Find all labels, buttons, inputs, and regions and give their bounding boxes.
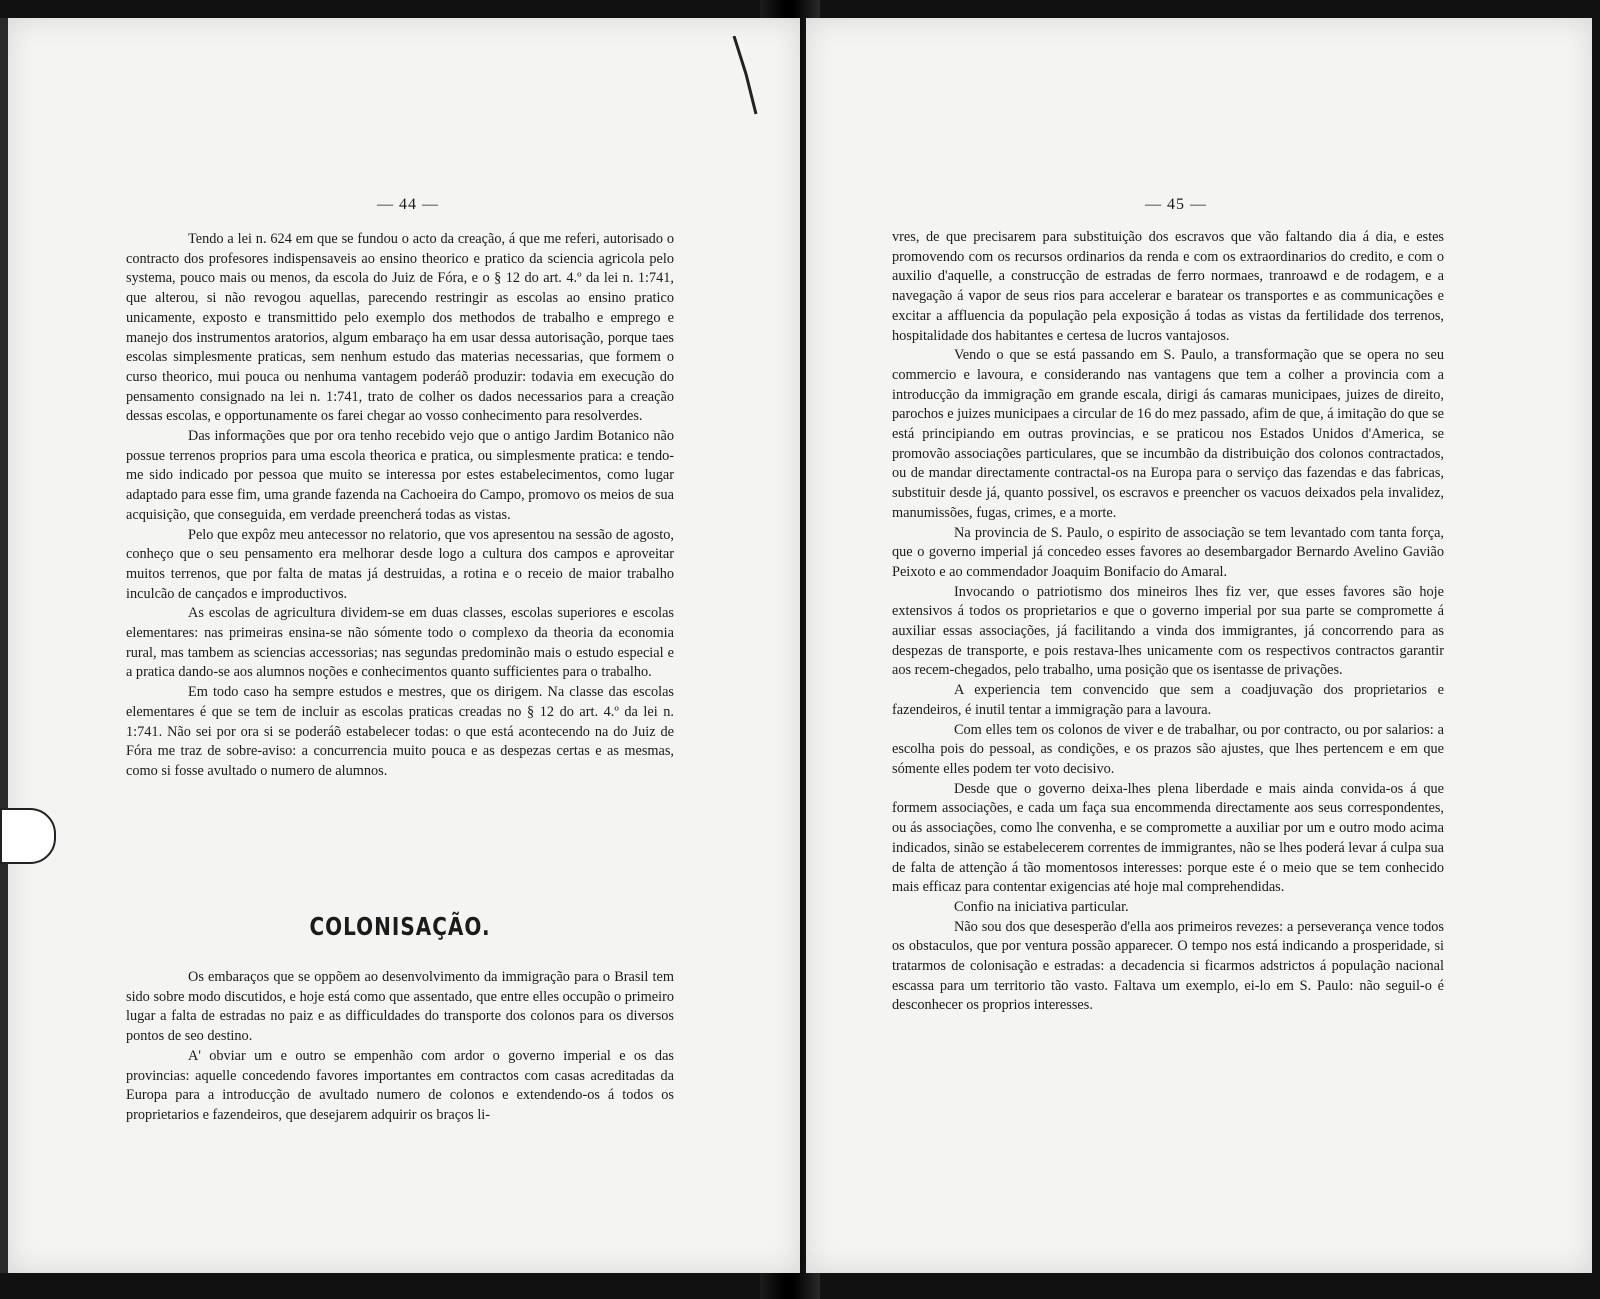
paragraph: Não sou dos que desesperão d'ella aos primeiros revezes: a perseverança vence todos os obstaculos, que por ventura possão apparecer. O tempo nos está indicando a prosperidade, si tratarmos de colonisação e estradas: a decadencia si ficarmos adstrictos á população nacional escassa para um territorio tão vasto. Faltava um exemplo, ei-lo em S. Paulo: não seguil-o é desconhecer os proprios interesses. bbox=[892, 918, 1444, 1014]
right-text bbox=[892, 228, 1444, 1016]
right-page bbox=[806, 18, 1592, 1273]
paragraph: A experiencia tem convencido que sem a coadjuvação dos proprietarios e fazendeiros, é inutil tentar a immigração para a lavoura. bbox=[892, 682, 1444, 718]
paragraph: Pelo que expôz meu antecessor no relatorio, que vos apresentou na sessão de agosto, conheço que o seu pensamento era melhorar desde logo a cultura dos campos e aproveitar muitos terrenos, que por falta de matas já destruidas, a rotina e o receio de maior trabalho inculcão de cançados e improductivos. bbox=[126, 526, 674, 602]
page-tear bbox=[728, 36, 768, 116]
paragraph: As escolas de agricultura dividem-se em duas classes, escolas superiores e escolas elementares: nas primeiras ensina-se não sómente todo o complexo da theoria da economia rural, mas tambem as sciencias accessorias; nas segundas predominão mais o estudo especial e a pratica dando-se aos alumnos noções e conhecimentos quanto sufficientes para o trabalho. bbox=[126, 605, 674, 681]
paper-tab bbox=[0, 808, 56, 864]
page-number-45: — 45 — bbox=[1145, 196, 1207, 213]
left-text-top bbox=[126, 230, 674, 782]
paragraph: Tendo a lei n. 624 em que se fundou o acto da creação, á que me referi, autorisado o contracto dos profesores indispensaveis ao ensino theorico e pratico da sciencia agricola pelo systema, pouco mais ou menos, da escola do Juiz de Fóra, e o § 12 do art. 4.º da lei n. 1:741, que alterou, si não revogou aquellas, parecendo restringir as escolas ao ensino pratico unicamente, exposto e transmittido pelo exemplo dos methodos de trabalho e emprego e manejo dos instrumentos aratorios, algum embaraço ha em usar dessa autorisação, porque taes escolas simplesmente praticas, sem nenhum estudo das materias necessarias, que formem o curso theorico, mui pouca ou nenhuma vantagem poderáõ produzir: todavia em execução do pensamento consignado na lei n. 1:741, trato de colher os dados necessarios para a creação dessas escolas, e opportunamente os farei chegar ao vosso conhecimento para resolverdes. bbox=[126, 231, 674, 425]
left-page bbox=[0, 18, 800, 1273]
paragraph: Em todo caso ha sempre estudos e mestres, que os dirigem. Na classe das escolas elementares é que se tem de incluir as escolas praticas creadas no § 12 do art. 4.º da lei n. 1:741. Não sei por ora si se poderáõ estabelecer todas: o que está acontecendo na do Juiz de Fóra me traz de sobre-aviso: a concurrencia muito pouca e as despezas certas e as mesmas, como si fosse avultado o numero de alumnos. bbox=[126, 684, 674, 779]
section-heading-colonisacao: COLONISAÇÃO. bbox=[309, 911, 491, 941]
paragraph: Vendo o que se está passando em S. Paulo, a transformação que se opera no seu commercio e lavoura, e considerando nas vantagens que tem a colher a provincia com a introducção da immigração em grande escala, dirigi ás camaras municipaes, juizes de direito, parochos e juizes municipaes a circular de 16 do mez passado, afim de que, á imitação do que se está principiando em outras provincias, e se praticou nos Estados Unidos d'America, se promovão associações particulares, que se incumbão da distribuição dos colonos contractados, ou de mandar directamente contractal-os na Europa para o serviço das fazendas e das fabricas, substituir desde já, quanto possivel, os escravos e preencher os vacuos deixados pela invalidez, manumissões, fugas, crimes, e a morte. bbox=[892, 347, 1444, 521]
paragraph: Das informações que por ora tenho recebido vejo que o antigo Jardim Botanico não possue terrenos proprios para uma escola theorica e pratica, ou simplesmente pratica: e tendo-me sido indicado por pessoa que muito se interessa por estes estabelecimentos, como lugar adaptado para esse fim, uma grande fazenda na Cachoeira do Campo, promovo os meios de sua acquisição, que conseguida, em verdade preencherá todas as vistas. bbox=[126, 428, 674, 523]
paragraph: Desde que o governo deixa-lhes plena liberdade e mais ainda convida-os á que formem associações, e cada um faça sua encommenda directamente aos seus correspondentes, ou ás associações, como lhe convenha, e se compromette a auxiliar por um e outro modo acima indicados, sinão se estabelecerem correntes de immigrantes, não se lhes poderá levar á culpa sua de falta de attenção á tão momentosos interesses: porque este é o meio que se tem conhecido mais efficaz para contentar exigencias até hoje mal comprehendidas. bbox=[892, 780, 1444, 896]
paragraph: Os embaraços que se oppõem ao desenvolvimento da immigração para o Brasil tem sido sobre modo discutidos, e hoje está como que assentado, que entre elles occupão o primeiro lugar a falta de estradas no paiz e as difficuldades do transporte dos colonos para os diversos pontos de seo destino. bbox=[126, 969, 674, 1045]
paragraph-continuation: vres, de que precisarem para substituição dos escravos que vão faltando dia á dia, e estes promovendo com os recursos ordinarios da renda e com os extraordinarios do credito, e com o auxilio d'aquelle, a construcção de estradas de ferro normaes, tranroawd e de rodagem, e a navegação á vapor de seus rios para accelerar e baratear os transportes e as communicações e excitar a affluencia da população pela exposição á todas as vistas da fertilidade dos terrenos, hospitalidade dos habitantes e certesa de lucros vantajosos. bbox=[892, 229, 1444, 344]
left-text-bottom bbox=[126, 968, 674, 1126]
paragraph: Invocando o patriotismo dos mineiros lhes fiz ver, que esses favores são hoje extensivos á todos os proprietarios e que o governo imperial por sua parte se compromette á auxiliar essas associações, já facilitando a vinda dos immigrantes, já concorrendo para as despezas de transporte, e pois restava-lhes unicamente com os respectivos contractos garantir aos recem-chegados, pelo trabalho, uma posição que os isentasse de privações. bbox=[892, 583, 1444, 679]
paragraph: Confio na iniciativa particular. bbox=[954, 898, 1129, 915]
page-number-44: — 44 — bbox=[377, 196, 439, 213]
paragraph: Na provincia de S. Paulo, o espirito de associação se tem levantado com tanta força, que o governo imperial já concedeo esses favores ao desembargador Bernardo Avelino Gavião Peixoto e ao commendador Joaquim Bonifacio do Amaral. bbox=[892, 524, 1444, 580]
paragraph: A' obviar um e outro se empenhão com ardor o governo imperial e os das provincias: aquelle concedendo favores importantes em contractos com casas acreditadas da Europa para a introducção de avultado numero de colonos e extendendo-os á todos os proprietarios e fazendeiros, que desejarem adquirir os braços li- bbox=[126, 1047, 674, 1123]
paragraph: Com elles tem os colonos de viver e de trabalhar, ou por contracto, ou por salarios: a escolha pois do pessoal, as condições, e os prazos são ajustes, que lhes pertencem e em que sómente elles podem ter voto decisivo. bbox=[892, 721, 1444, 777]
